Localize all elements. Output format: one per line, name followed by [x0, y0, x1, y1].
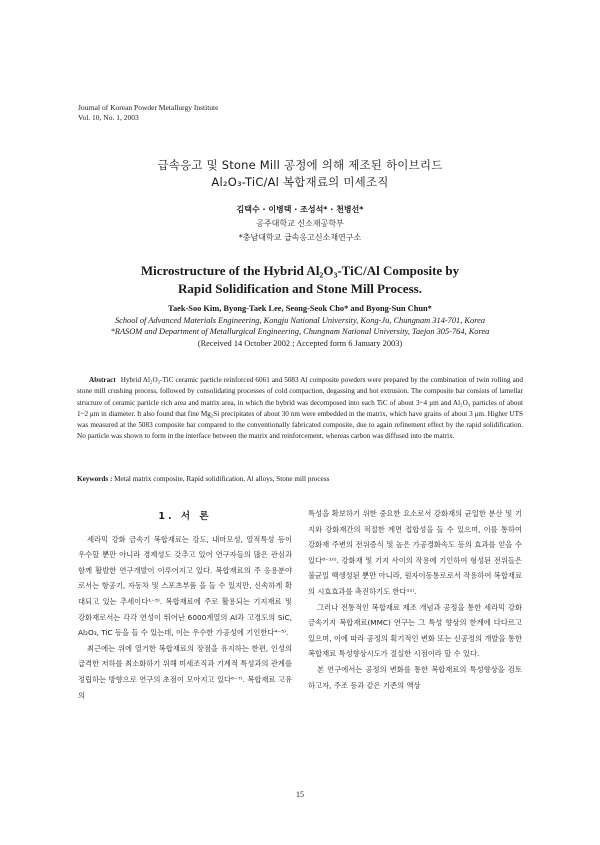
english-authors: Taek-Soo Kim, Byong-Taek Lee, Seong-Seok Cho* and Byong-Sun Chun* — [168, 304, 432, 313]
journal-header — [78, 103, 218, 123]
abstract-label: Abstract — [89, 376, 116, 384]
korean-author-block — [0, 203, 600, 245]
english-author-block — [60, 303, 540, 349]
korean-affiliation-2: *충남대학교 급속응고신소재연구소 — [238, 233, 362, 242]
english-affiliation-1: School of Advanced Materials Engineering, Kongju National University, Kong-Ju, Chungnam 314-701, Korea — [114, 315, 486, 325]
english-title — [0, 262, 600, 298]
abstract-text: Hybrid Al₂O₃-TiC ceramic particle reinforced 6061 and 5083 Al composite powders were prepared by the combination of twin rolling and stone mill crushing process, followed by consolidating processes of cold compaction, degassing and hot extrusion. The composite bar consists of lamellar structure of ceramic particle rich area and matrix area, in which the hybrid was decomposed into each TiC of about 3~4 μm and Al₂O₃ particles of about 1~2 μm in diameter. It also found that fine Mg₂Si precipitates of about 30 nm were embedded in the matrix, which have grains of about 3 μm. Higher UTS was measured at the 5083 composite bar compared to the conventionally fabricated composite, due to again refinement effect by the rapid solidification. No particle was shown to form in the interface between the matrix and reinforcement, whereas carbon was diffused into the matrix. — [77, 376, 523, 441]
keywords-text: Metal matrix composite, Rapid solidification, Al alloys, Stone mill process — [114, 475, 330, 483]
journal-name: Journal of Korean Powder Metallurgy Institute — [78, 103, 219, 112]
korean-title-line2: Al₂O₃-TiC/Al 복합재료의 미세조직 — [211, 175, 389, 189]
paragraph: 그러나 전통적인 복합재료 제조 개념과 공정을 통한 세라믹 강화 금속기지 복합재료(MMC) 연구는 그 특성 향상의 한계에 다다르고 있으며, 이에 따라 공정의 획기적인 변화 또는 신공정의 개발을 통한 복합재료 특성향상시도가 절실한 시점이라 할 수 있다. — [308, 602, 522, 659]
english-affiliation-2: *RASOM and Department of Metallurgical Engineering, Chungnam National University, Taejon 305-764, Korea — [110, 327, 490, 336]
paragraph: 세라믹 강화 금속기 복합재료는 강도, 내마모성, 열적특성 등이 우수할 뿐만 아니라 경제성도 갖추고 있어 연구자들의 많은 관심과 함께 활발한 연구개발이 이루어지고 있다. 복합재료의 주 응용분야로서는 항공기, 자동차 및 스포츠부품 을 들 수 있지만, 신속하게 확대되고 있는 추세이다¹⁻³⁾. 복합재료에 주로 활용되는 기지재료 및 강화재로서는 각각 연성이 뛰어난 6000계열의 Al과 고경도의 SiC, Al₂O₃, TiC 등을 들 수 있는데, 이는 우수한 가공성에 기인한다⁴⁻⁵⁾. — [78, 534, 292, 638]
korean-title — [0, 157, 600, 191]
english-title-line1: Microstructure of the Hybrid Al₂O₃-TiC/Al Composite by — [140, 263, 460, 278]
paragraph: 최근에는 위에 열거한 복합재료의 장점을 유지하는 한편, 인성의 급격한 저하를 최소화하기 위해 미세조직과 기계적 특성과의 관계를 정립하는 방향으로 연구의 초점이 모아지고 있다⁶⁻⁷⁾. 복합재료 고유의 — [78, 643, 292, 700]
body-column-right — [308, 506, 522, 693]
paragraph: 본 연구에서는 공정의 변화를 통한 복합재료의 특성향상을 검토하고자, 주조 등과 같은 기존의 액상 — [308, 664, 522, 690]
paragraph: 특성을 확보하기 위한 중요한 요소로서 강화재의 균일한 분산 및 기지와 강화재간의 적절한 계면 접합성을 들 수 있으며, 이를 통하여 강화재 주변의 전위증식 및 높은 가공경화속도 등의 효과를 얻을 수 있다⁸⁻¹⁰⁾. 강화재 및 기지 사이의 작용에 기인하여 형성된 전위들은 불균일 핵생성된 뿐만 아니라, 원자이동통로로서 작용하여 복합재료의 시효효과를 촉진하기도 한다¹¹⁾. — [308, 509, 522, 596]
body-column-left — [78, 506, 292, 703]
keywords — [77, 474, 523, 485]
korean-authors: 김택수 · 이병택 · 조성석* · 천병선* — [236, 205, 364, 214]
section-title: 1. 서 론 — [158, 511, 212, 522]
received-dates: (Received 14 October 2002 ; Accepted form 6 January 2003) — [197, 338, 403, 348]
keywords-label: Keywords : — [77, 475, 113, 483]
korean-affiliation-1: 공주대학교 신소재공학부 — [256, 219, 344, 228]
abstract — [77, 375, 523, 443]
journal-volume: Vol. 10, No. 1, 2003 — [78, 113, 139, 122]
english-title-line2: Rapid Solidification and Stone Mill Process. — [178, 281, 422, 296]
korean-title-line1: 급속응고 및 Stone Mill 공정에 의해 제조된 하이브리드 — [157, 158, 443, 172]
page-number: 15 — [296, 790, 304, 799]
